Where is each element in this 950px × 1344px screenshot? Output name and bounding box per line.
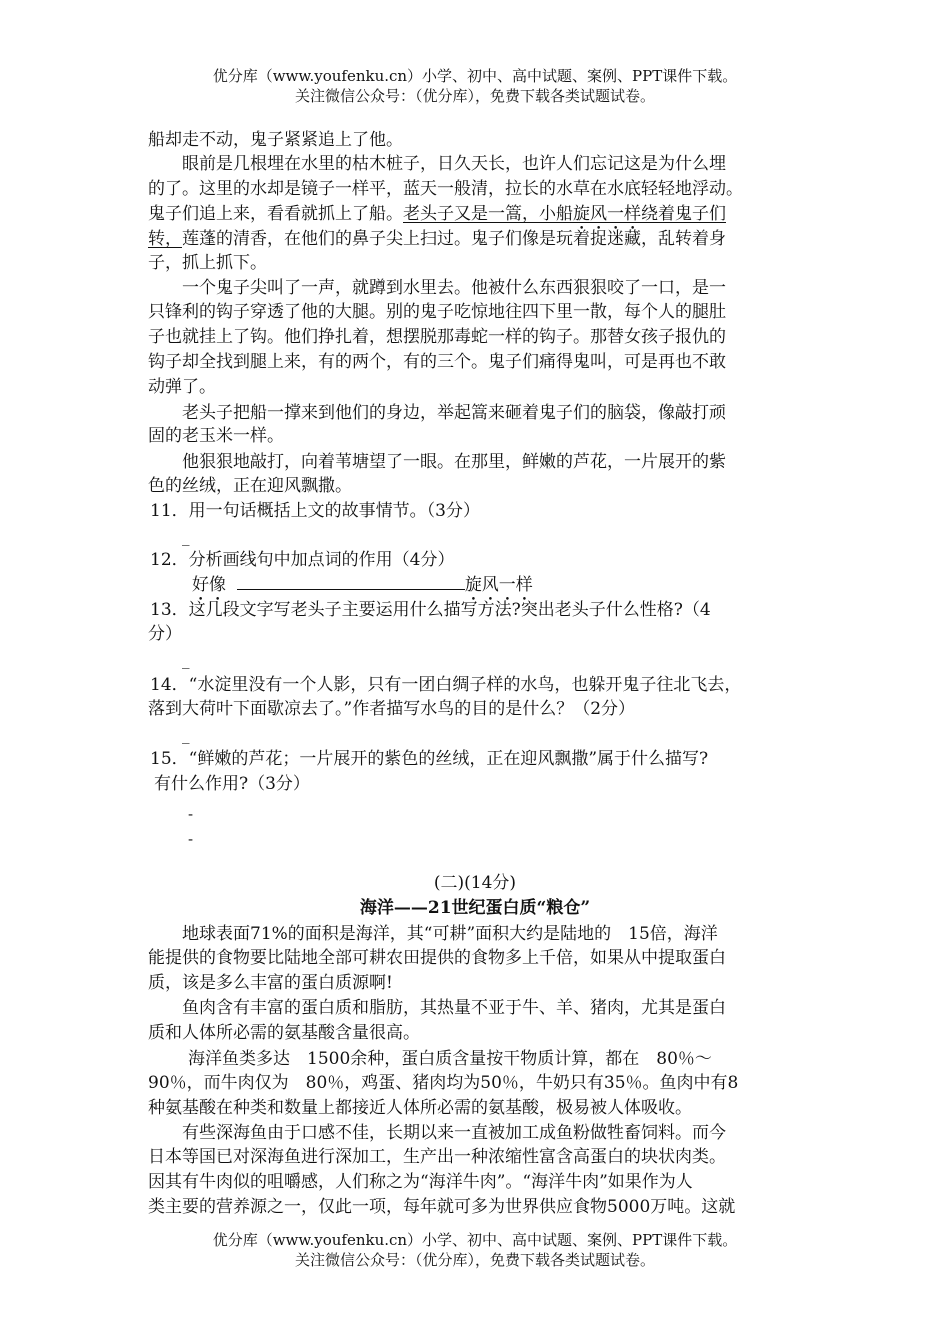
passage-line: 他狠狠地敲打，向着苇塘望了一眼。在那里，鲜嫩的芦花，一片展开的紫: [182, 452, 726, 472]
passage-text: 鬼子们追上来，看看就抓上了船。: [148, 204, 403, 224]
passage-line: [148, 227, 726, 252]
question-13-line2: 分）: [148, 624, 182, 644]
article-line: 海洋鱼类多达 1500余种，蛋白质含量按干物质计算，都在 80％～: [188, 1049, 712, 1069]
answer-blank[interactable]: -: [188, 805, 194, 823]
answer-blank[interactable]: -: [188, 830, 194, 848]
question-14-line2: 落到大荷叶下面歇凉去了。”作者描写水鸟的目的是什么？（2分）: [148, 699, 636, 719]
passage-line: 钩子却全找到腿上来，有的两个，有的三个。鬼子们痛得鬼叫，可是再也不敢: [148, 352, 726, 372]
section-label: (二)(14分): [433, 873, 517, 893]
article-line: 质，该是多么丰富的蛋白质源啊!: [148, 973, 393, 993]
passage-line: 动弹了。: [148, 377, 216, 397]
passage-line: 船却走不动，鬼子紧紧追上了他。: [148, 130, 403, 150]
passage-text: 莲蓬的清香，在他们的鼻子尖上扫过。鬼子们像是玩着捉迷藏，乱转着身: [182, 229, 726, 249]
page-header-line2: 关注微信公众号：（优分库），免费下载各类试题试卷。: [294, 87, 655, 105]
passage-line: 眼前是几根埋在水里的枯木桩子，日久天长，也许人们忘记这是为什么埋: [182, 154, 726, 174]
article-line: 质和人体所必需的氨基酸含量很高。: [148, 1023, 420, 1043]
question-12: 12．分析画线句中加点词的作用（4分）: [150, 550, 455, 570]
answer-blank[interactable]: _: [182, 528, 190, 546]
passage-line: 色的丝绒，正在迎风飘撒。: [148, 476, 352, 496]
passage-line: 只锋利的钩子穿透了他的大腿。别的鬼子吃惊地往四下里一散，每个人的腿肚: [148, 302, 726, 322]
article-line: 鱼肉含有丰富的蛋白质和脂肪，其热量不亚于牛、羊、猪肉，尤其是蛋白: [182, 998, 726, 1018]
article-title: 海洋——21世纪蛋白质“粮仓”: [359, 898, 591, 918]
answer-blank[interactable]: _: [182, 726, 190, 744]
page-footer-line2: 关注微信公众号：（优分库），免费下载各类试题试卷。: [294, 1251, 655, 1269]
underlined-sentence: 老头子又是一篙，小船旋风一样绕着鬼子们: [403, 204, 726, 224]
underlined-sentence-end: 转，: [148, 229, 182, 249]
passage-line: 子也就挂上了钩。他们挣扎着，想摆脱那毒蛇一样的钩子。那替女孩子报仇的: [148, 327, 726, 347]
article-line: 类主要的营养源之一，仅此一项，每年就可多为世界供应食物5000万吨。这就: [148, 1197, 736, 1217]
answer-blank[interactable]: _: [182, 651, 190, 669]
article-line: 有些深海鱼由于口感不佳，长期以来一直被加工成鱼粉做牲畜饲料。而今: [182, 1123, 726, 1143]
answer-line[interactable]: [237, 571, 465, 590]
passage-line: 老头子把船一撑来到他们的身边，举起篙来砸着鬼子们的脑袋，像敲打顽: [182, 403, 726, 423]
question-11: 11．用一句话概括上文的故事情节。（3分）: [150, 501, 480, 521]
page-footer-line1: 优分库（www.youfenku.cn）小学、初中、高中试题、案例、PPT课件下载。: [212, 1231, 738, 1249]
article-line: 种氨基酸在种类和数量上都接近人体所必需的氨基酸，极易被人体吸收。: [148, 1098, 692, 1118]
passage-line: 一个鬼子尖叫了一声，就蹲到水里去。他被什么东西狠狠咬了一口，是一: [182, 278, 726, 298]
article-line: 地球表面71%的面积是海洋，其“可耕”面积大约是陆地的 15倍，海洋: [182, 924, 718, 944]
article-line: 因其有牛肉似的咀嚼感，人们称之为“海洋牛肉”。“海洋牛肉”如果作为人: [148, 1172, 693, 1192]
passage-line: 固的老玉米一样。: [148, 426, 284, 446]
passage-line: 的了。这里的水却是镜子一样平，蓝天一般清，拉长的水草在水底轻轻地浮动。: [148, 179, 743, 199]
question-13-line1: 13．这几段文字写老头子主要运用什么描写方法?突出老头子什么性格?（4: [150, 600, 711, 620]
passage-line: 子，抓上抓下。: [148, 253, 267, 273]
page-header-line1: 优分库（www.youfenku.cn）小学、初中、高中试题、案例、PPT课件下载。: [212, 67, 738, 85]
question-15-line2: 有什么作用?（3分）: [154, 774, 310, 794]
dotted-word-xuanfengyiyang: 旋风一样: [573, 204, 641, 224]
article-line: 90％，而牛肉仅为 80％，鸡蛋、猪肉均为50％，牛奶只有35％。鱼肉中有8: [148, 1073, 739, 1093]
article-line: 能提供的食物要比陆地全部可耕农田提供的食物多上千倍，如果从中提取蛋白: [148, 948, 726, 968]
question-14-line1: 14．“水淀里没有一个人影，只有一团白绸子样的水鸟，也躲开鬼子往北飞去，: [150, 675, 742, 695]
article-line: 日本等国已对深海鱼进行深加工，生产出一种浓缩性富含高蛋白的块状肉类。: [148, 1147, 726, 1167]
dotted-word-haoxiang: 好像: [192, 575, 226, 595]
question-15-line1: 15．“鲜嫩的芦花；一片展开的紫色的丝绒，正在迎风飘撒”属于什么描写?: [150, 749, 709, 769]
dotted-word-xuanfengyiyang: 旋风一样: [464, 575, 533, 595]
